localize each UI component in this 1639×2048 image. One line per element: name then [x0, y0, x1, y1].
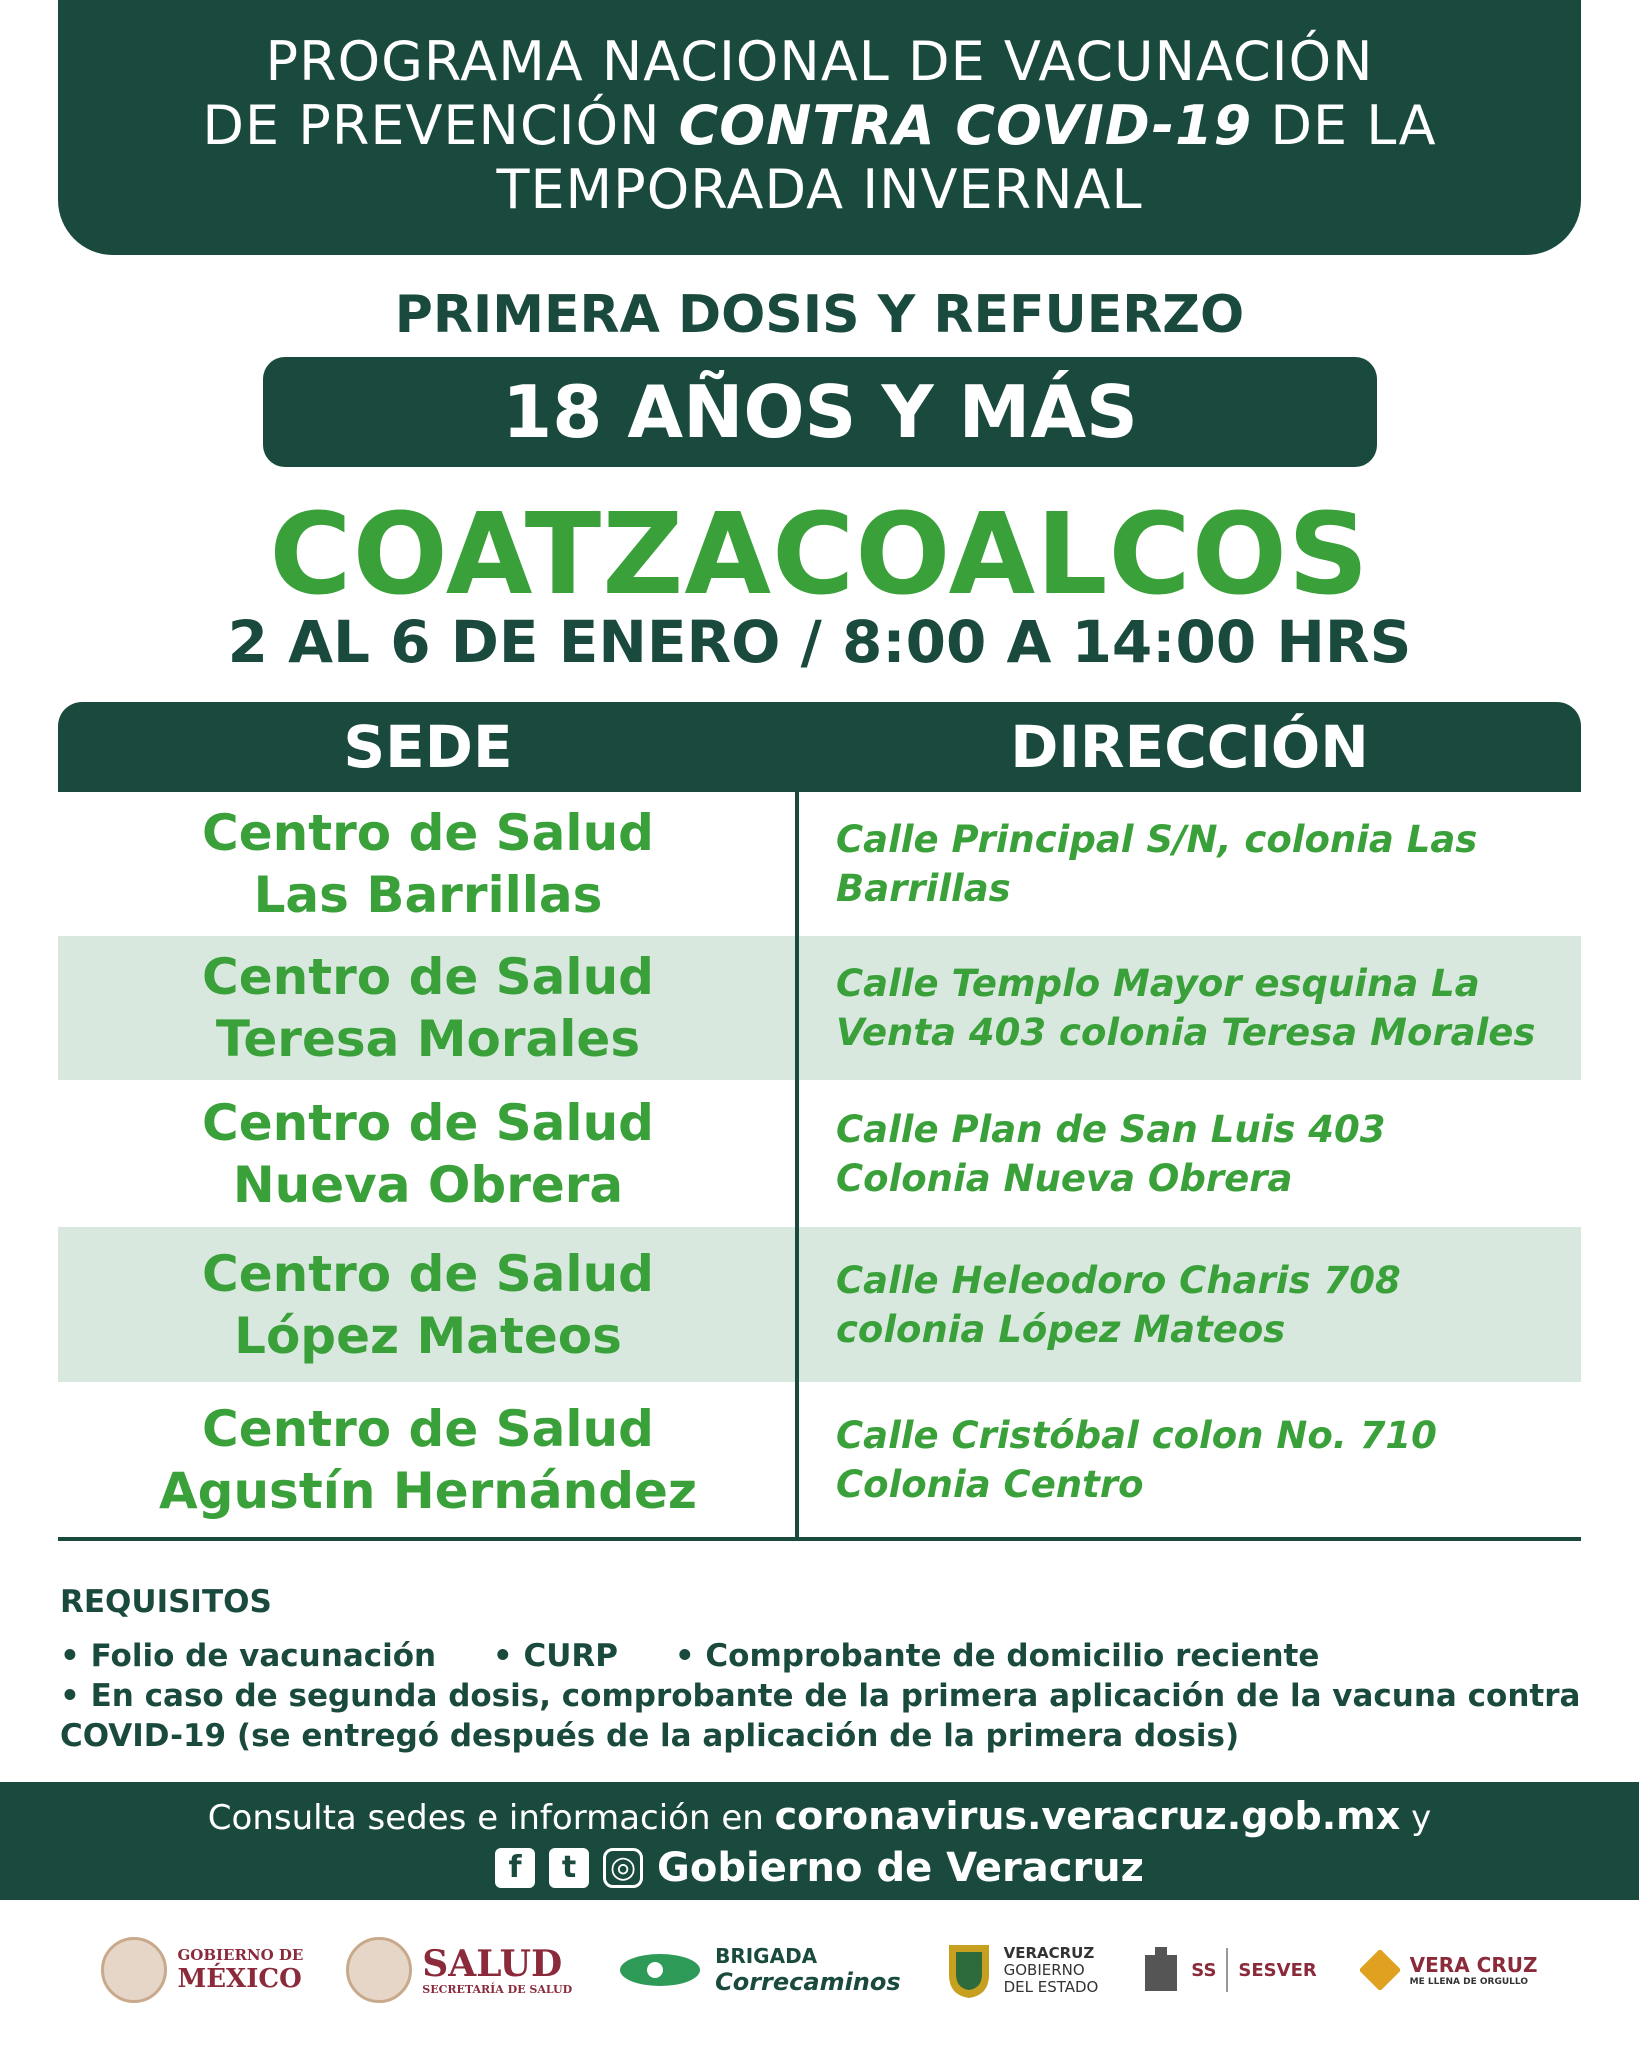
req-segunda-dosis: • En caso de segunda dosis, comprobante de la primera aplicación de la vacuna contra	[60, 1678, 1581, 1714]
dates-hours: 2 AL 6 DE ENERO / 8:00 A 14:00 HRS	[227, 608, 1412, 676]
table-row	[58, 1080, 1581, 1227]
ss-sesver-logo: SS SESVER	[1141, 1945, 1316, 1995]
header-line-3: TEMPORADA INVERNAL	[496, 158, 1143, 221]
direccion-cell: Calle Templo Mayor esquina La Venta 403 colonia Teresa Morales	[836, 962, 1536, 1054]
facebook-icon[interactable]: f	[495, 1848, 535, 1888]
table-row	[58, 792, 1581, 936]
req-segunda-dosis-cont: COVID-19 (se entregó después de la aplicación de la primera dosis)	[60, 1718, 1240, 1754]
dose-subtitle: PRIMERA DOSIS Y REFUERZO	[394, 285, 1245, 345]
requisitos-section	[60, 1582, 1600, 1756]
twitter-icon[interactable]: t	[549, 1848, 589, 1888]
sede-cell: Centro de Salud Agustín Hernández	[158, 1399, 698, 1520]
sedes-table	[58, 702, 1581, 1537]
footer-social	[0, 1840, 1639, 1896]
gobierno-mexico-logo: GOBIERNO DE MÉXICO	[101, 1937, 303, 2003]
header-line-1: PROGRAMA NACIONAL DE VACUNACIÓN	[265, 30, 1374, 93]
ss-building-icon	[1141, 1945, 1181, 1995]
header-banner	[58, 0, 1581, 255]
salud-logo: SALUD SECRETARÍA DE SALUD	[346, 1937, 572, 2003]
footer-consulta: Consulta sedes e información en coronavirus.veracruz.gob.mx y	[207, 1794, 1432, 1838]
sede-cell: Centro de Salud López Mateos	[202, 1244, 654, 1365]
table-row	[58, 936, 1581, 1080]
age-badge: 18 AÑOS Y MÁS	[263, 357, 1377, 467]
veracruz-pattern-icon	[1360, 1950, 1400, 1990]
req-folio: • Folio de vacunación	[60, 1638, 437, 1674]
veracruz-orgullo-logo: VERA CRUZ ME LLENA DE ORGULLO	[1360, 1950, 1538, 1990]
gobierno-veracruz-handle: Gobierno de Veracruz	[657, 1845, 1144, 1891]
direccion-cell: Calle Heleodoro Charis 708 colonia López Mateos	[836, 1258, 1401, 1351]
direccion-cell: Calle Principal S/N, colonia Las Barrillas	[836, 818, 1478, 910]
sede-cell: Centro de Salud Nueva Obrera	[202, 1093, 654, 1214]
direccion-cell: Calle Cristóbal colon No. 710 Colonia Centro	[836, 1413, 1437, 1506]
footer-url-link[interactable]: coronavirus.veracruz.gob.mx	[774, 1794, 1401, 1838]
table-row	[58, 1227, 1581, 1382]
brigada-correcaminos-logo: BRIGADA Correcaminos	[615, 1944, 901, 1996]
header-line-2: DE PREVENCIÓN CONTRA COVID-19 DE LA	[202, 94, 1437, 157]
salud-seal-icon	[346, 1937, 412, 2003]
column-divider	[795, 792, 799, 1537]
sede-cell: Centro de Salud Teresa Morales	[202, 948, 654, 1068]
table-row	[58, 1382, 1581, 1537]
table-bottom-rule	[58, 1537, 1581, 1541]
col-direccion-header: DIRECCIÓN	[1010, 713, 1369, 781]
instagram-icon[interactable]: ◎	[603, 1848, 643, 1888]
req-comprobante: • Comprobante de domicilio reciente	[674, 1638, 1320, 1674]
col-sede-header: SEDE	[343, 713, 513, 781]
requisitos-line-1	[60, 1636, 1600, 1676]
city-title: COATZACOALCOS	[269, 490, 1370, 620]
req-curp: • CURP	[492, 1638, 619, 1674]
header-covid-emphasis: CONTRA COVID-19	[678, 94, 1253, 157]
veracruz-gobierno-logo: VERACRUZ GOBIERNO DEL ESTADO	[944, 1940, 1099, 2000]
veracruz-shield-icon	[944, 1940, 994, 2000]
requisitos-title: REQUISITOS	[60, 1584, 272, 1620]
sede-cell: Centro de Salud Las Barrillas	[202, 804, 654, 924]
direccion-cell: Calle Plan de San Luis 403 Colonia Nueva Obrera	[836, 1107, 1386, 1200]
footer-bar	[0, 1782, 1639, 1900]
institution-logos	[0, 1930, 1639, 2010]
mexico-seal-icon	[101, 1937, 167, 2003]
table-header	[58, 702, 1581, 792]
roadrunner-icon	[615, 1945, 705, 1995]
